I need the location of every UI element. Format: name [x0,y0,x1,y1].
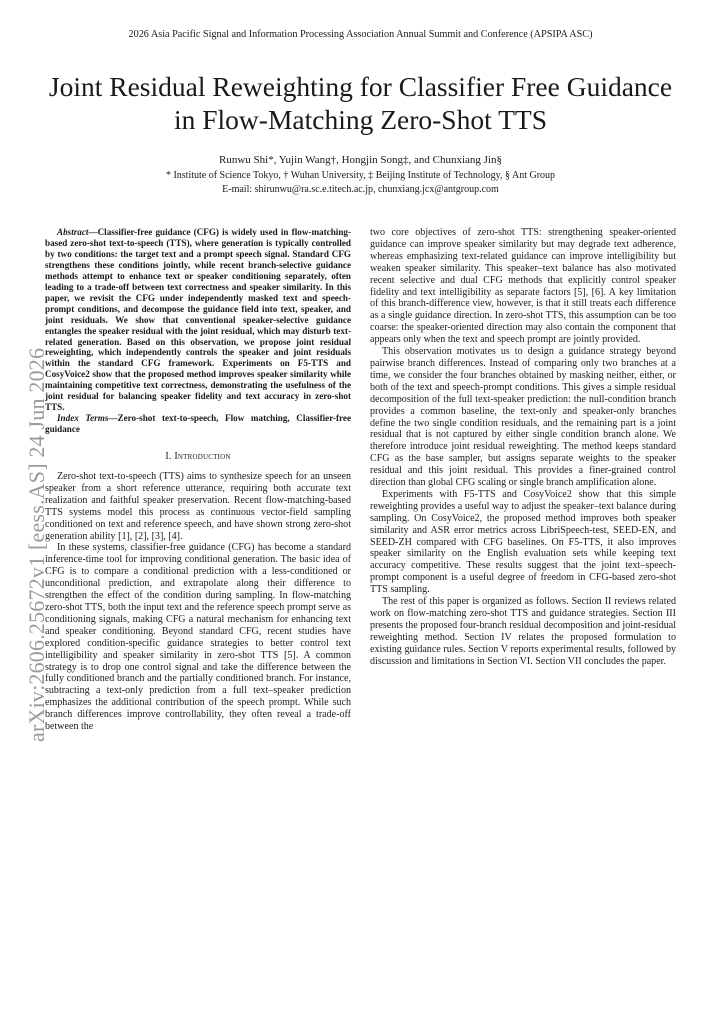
paragraph-continued: two core objectives of zero-shot TTS: strengthening speaker-oriented guidance can improve speaker similarity but may degrade text adherence, whereas emphasizing text-related guidance can improve intelligibility but weaken speaker similarity. This speaker–text balance has also motivated recent selective and dual CFG methods that explicitly control speaker fidelity and text intelligibility as separate factors [5], [6]. A key limitation of this branch-difference view, however, is that it still treats each difference as a single guidance direction. In zero-shot TTS, this assumption can be too coarse: the speaker-oriented direction may also contain the component that appears only when the text and speech prompt are jointly provided. [370,227,676,346]
paragraph: The rest of this paper is organized as follows. Section II reviews related work on flow-matching zero-shot TTS and guidance strategies. Section III presents the proposed four-branch residual decomposition and joint-residual reweighting method. Section IV relates the proposed formulation to existing guidance rules. Section V reports experimental results, followed by discussion and limitations in Section VI. Section VII concludes the paper. [370,596,676,667]
paper-title: Joint Residual Reweighting for Classifier Free Guidance in Flow-Matching Zero-Shot TTS [48,71,673,135]
arxiv-identifier: arXiv:2606.25672v1 [eess.AS] 24 Jun 2026 [24,347,49,742]
author-list: Runwu Shi*, Yujin Wang†, Hongjin Song‡, and Chunxiang Jin§ [219,154,502,166]
right-column [370,227,676,668]
left-column [45,227,351,733]
index-terms-label: Index Terms [57,413,109,424]
paragraph: Zero-shot text-to-speech (TTS) aims to synthesize speech for an unseen speaker from a short reference utterance, requiring both accurate text realization and faithful speaker preservation. Recent flow-matching-based TTS systems model this process as continuous vector-field sampling conditioned on text and reference speech, and have shown strong zero-shot generation ability [1], [2], [3], [4]. [45,471,351,542]
affiliations: * Institute of Science Tokyo, † Wuhan University, ‡ Beijing Institute of Technology, § Ant Group [165,170,556,181]
paragraph: This observation motivates us to design a guidance strategy beyond pairwise branch differences. Instead of comparing only two branches at a time, we consider the four branches obtained by masking neither, either, or both of the text and speech-prompt conditions. This gives a simple residual decomposition of the full text-speaker prediction: the null-condition branch provides a common baseline, the text-only and speaker-only branches define the two single condition residuals, and the remaining part is a joint residual that is not captured by either single condition branch alone. We therefore introduce joint residual reweighting. The method keeps standard CFG as the base sampler, but assigns separate weights to the speaker residual and this joint residual. This provides a finer-grained control direction than global CFG scaling or single branch amplification alone. [370,346,676,489]
abstract-label: Abstract [57,227,89,237]
author-emails: E-mail: shirunwu@ra.sc.e.titech.ac.jp, chunxiang.jcx@antgroup.com [222,184,499,195]
paragraph: In these systems, classifier-free guidance (CFG) has become a standard inference-time tool for improving conditional generation. The basic idea of CFG is to compare a conditional prediction with a less-conditioned or unconditional prediction, and extrapolate along their difference to strengthen the effect of the condition during sampling. In flow-matching zero-shot TTS, both the input text and the reference speech prompt serve as conditioning signals, making CFG a natural mechanism for enhancing text and speaker conditioning. Beyond standard CFG, recent studies have explored condition-specific guidance strategies to better control text intelligibility and speaker similarity in zero-shot TTS [5]. A common strategy is to drop one control signal and take the difference between the fully conditioned branch and the partially conditioned branch. For instance, subtracting a text-only prediction from a full text–speaker prediction emphasizes the additional contribution of the speech prompt. While such branch differences improve controllability, they often reveal a trade-off between the [45,542,351,733]
conference-header: 2026 Asia Pacific Signal and Information Processing Association Annual Summit and Conference (APSIPA ASC) [128,29,593,40]
index-terms [45,413,351,435]
section-heading-introduction: I. Introduction [165,451,231,463]
index-terms-text: —Zero-shot text-to-speech, Flow matching, Classifier-free guidance [45,413,351,435]
abstract-text: —Classifier-free guidance (CFG) is widely used in flow-matching-based zero-shot text-to-speech (TTS), where generation is typically controlled by two conditions: the target text and a prompt speech signal. Standard CFG strengthens these conditions jointly, while recent branch-selective guidance methods attempt to enhance text or speaker conditioning separately, often leading to a trade-off between text correctness and speaker similarity. In this paper, we revisit the CFG under independently masked text and speech-prompt conditions, and decompose the guidance field into text, speaker, and joint residuals. We show that conventional speaker-selective guidance entangles the speaker residual with the joint residual, which may disturb text-related generation. Based on this observation, we propose joint residual reweighting, which independently controls the speaker and joint residuals within the standard CFG framework. Experiments on F5-TTS and CosyVoice2 show that the proposed method improves speaker similarity while maintaining competitive text correctness, demonstrating the usefulness of the joint residual for balancing speaker fidelity and text accuracy in zero-shot TTS. [45,227,351,413]
abstract [45,227,351,413]
paragraph: Experiments with F5-TTS and CosyVoice2 show that this simple reweighting provides a useful way to adjust the speaker–text balance during sampling. On CosyVoice2, the proposed method improves both speaker similarity and ASR error metrics across LibriSpeech-test, SEED-EN, and SEED-ZH compared with CFG baselines. On F5-TTS, it also improves speaker similarity on the English evaluation sets while keeping text accuracy competitive. These results suggest that the joint text–speech-prompt component is a useful degree of freedom in CFG-based zero-shot TTS sampling. [370,488,676,596]
